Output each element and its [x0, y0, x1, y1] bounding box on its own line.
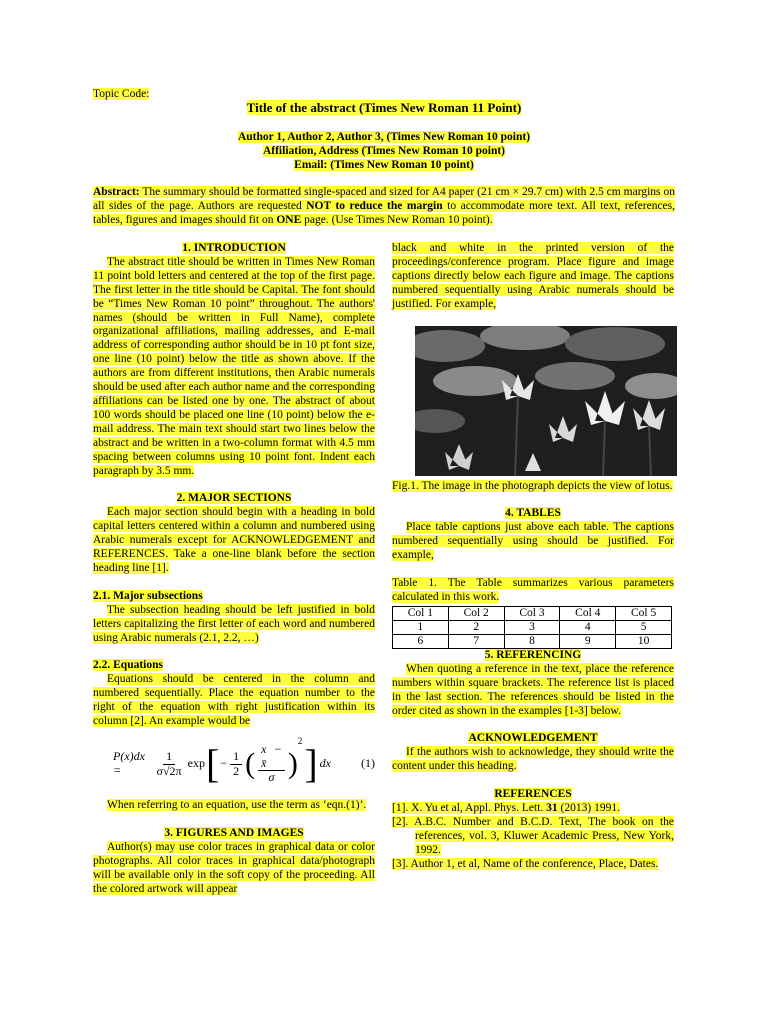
subsection-heading-major: 2.1. Major subsections: [93, 589, 203, 602]
authors-line: Author 1, Author 2, Author 3, (Times New Roman 10 point): [237, 131, 531, 143]
major-paragraph: Each major section should begin with a heading in bold capital letters centered within a column and numbered using Arabic numerals except for ACKNOWLEDGEMENT and REFERENCES. Take a one-line blank before the section heading line [1].: [93, 506, 375, 574]
email-line: Email: (Times New Roman 10 point): [294, 158, 474, 171]
equations-paragraph-2: When referring to an equation, use the term as ‘eqn.(1)’.: [107, 799, 367, 811]
table-row: 1 2 3 4 5: [393, 620, 672, 634]
abstract-title: Title of the abstract (Times New Roman 11 Point): [246, 100, 522, 115]
section-heading-tables: 4. TABLES: [505, 507, 561, 520]
affiliation-line: Affiliation, Address (Times New Roman 10 point): [262, 144, 506, 157]
section-heading-references: REFERENCES: [494, 788, 572, 801]
left-column: [93, 242, 375, 896]
subsection-heading-equations: 2.2. Equations: [93, 659, 163, 672]
section-heading-acknowledgement: ACKNOWLEDGEMENT: [468, 732, 598, 745]
author-block: [0, 131, 768, 173]
section-heading-referencing: 5. REFERENCING: [484, 648, 582, 661]
equation-1: P(x)dx = $\frac{1}{\sigma√2\pi}$ exp [ − $\frac{1}{2}$ ( $\frac{x - x̄}{\sigma}$ ) 2 ] dx (1): [113, 736, 375, 787]
subsection-paragraph: The subsection heading should be left justified in bold letters capitalizing the first letter of each word and numbered using Arabic numerals (2.1, 2.2, …): [93, 603, 375, 644]
lotus-image-icon: [415, 326, 677, 476]
reference-item: [3]. Author 1, et al, Name of the conference, Place, Dates.: [392, 857, 659, 870]
intro-paragraph: The abstract title should be written in Times New Roman 11 point bold letters and centered at the top of the first page. The first letter in the title should be Capital. The font should be “Times New Roman 10 point” throughout. The authors' names (should be written in Full Name), complete organizational affiliations, mailing addresses, and E-mail address of corresponding author should be in 10 pt font size, one line (10 point) below the title as shown above. If the authors are from different institutions, then Arabic numerals should be used after each author name and the corresponding affiliations can be listed one by one. The abstract of about 100 words should be placed one line (10 point) below the e-mail address. The main text should start two lines below the abstract and be written in a two-column format with 4.5 mm spacing between columns using 10 point font. Indent each paragraph by 3.5 mm.: [93, 255, 375, 477]
parameters-table: [392, 606, 672, 649]
figure-caption: Fig.1. The image in the photograph depicts the view of lotus.: [392, 479, 673, 492]
section-heading-introduction: 1. INTRODUCTION: [182, 242, 286, 254]
figures-paragraph-continued: black and white in the printed version of the proceedings/conference program. Place figure and image captions directly below each figure and image. The captions numbered sequentially using Arabic numerals should be justified. For example,: [392, 242, 674, 310]
topic-code: Topic Code:: [93, 88, 150, 100]
reference-item: [2]. A.B.C. Number and B.C.D. Text, The book on the references, vol. 3, Kluwer Academic Press, New York, 1992.: [392, 815, 674, 856]
acknowledgement-paragraph: If the authors wish to acknowledge, they should write the content under this heading.: [392, 746, 674, 773]
equations-paragraph: Equations should be centered in the column and numbered sequentially. Place the equation number to the right of the equation with right justification within its column [2]. An example would be: [93, 673, 375, 728]
figures-paragraph: Author(s) may use color traces in graphical data or color photographs. All color traces in graphical data/photograph will be available only in the soft copy of the proceeding. All the colored artwork will appear: [93, 840, 375, 895]
lotus-photo: [415, 326, 677, 476]
referencing-paragraph: When quoting a reference in the text, place the reference numbers within square brackets. The reference list is placed in the last section. The references should be listed in the order cited as shown in the examples [1-3] below.: [392, 662, 674, 717]
table-row: Col 1 Col 2 Col 3 Col 4 Col 5: [393, 606, 672, 620]
tables-paragraph: Place table captions just above each table. The captions numbered sequentially using should be justified. For example,: [392, 521, 674, 562]
section-heading-major: 2. MAJOR SECTIONS: [176, 492, 292, 505]
equation-number: (1): [361, 756, 375, 771]
table-caption: Table 1. The Table summarizes various parameters calculated in this work.: [392, 577, 674, 603]
right-column: [392, 242, 674, 872]
section-heading-figures: 3. FIGURES AND IMAGES: [164, 826, 304, 839]
reference-item: [1]. X. Yu et al, Appl. Phys. Lett. 31 (2013) 1991.: [392, 802, 620, 815]
table-row: 6 7 8 9 10: [393, 634, 672, 648]
abstract-paragraph: Abstract: The summary should be formatted single-spaced and sized for A4 paper (21 cm × 29.7 cm) with 2.5 cm margins on all sides of the page. Authors are requested NOT to reduce the margin to accommodate more text. All text, references, tables, figures and images should fit on ONE page. (Use Times New Roman 10 point).: [93, 186, 676, 226]
